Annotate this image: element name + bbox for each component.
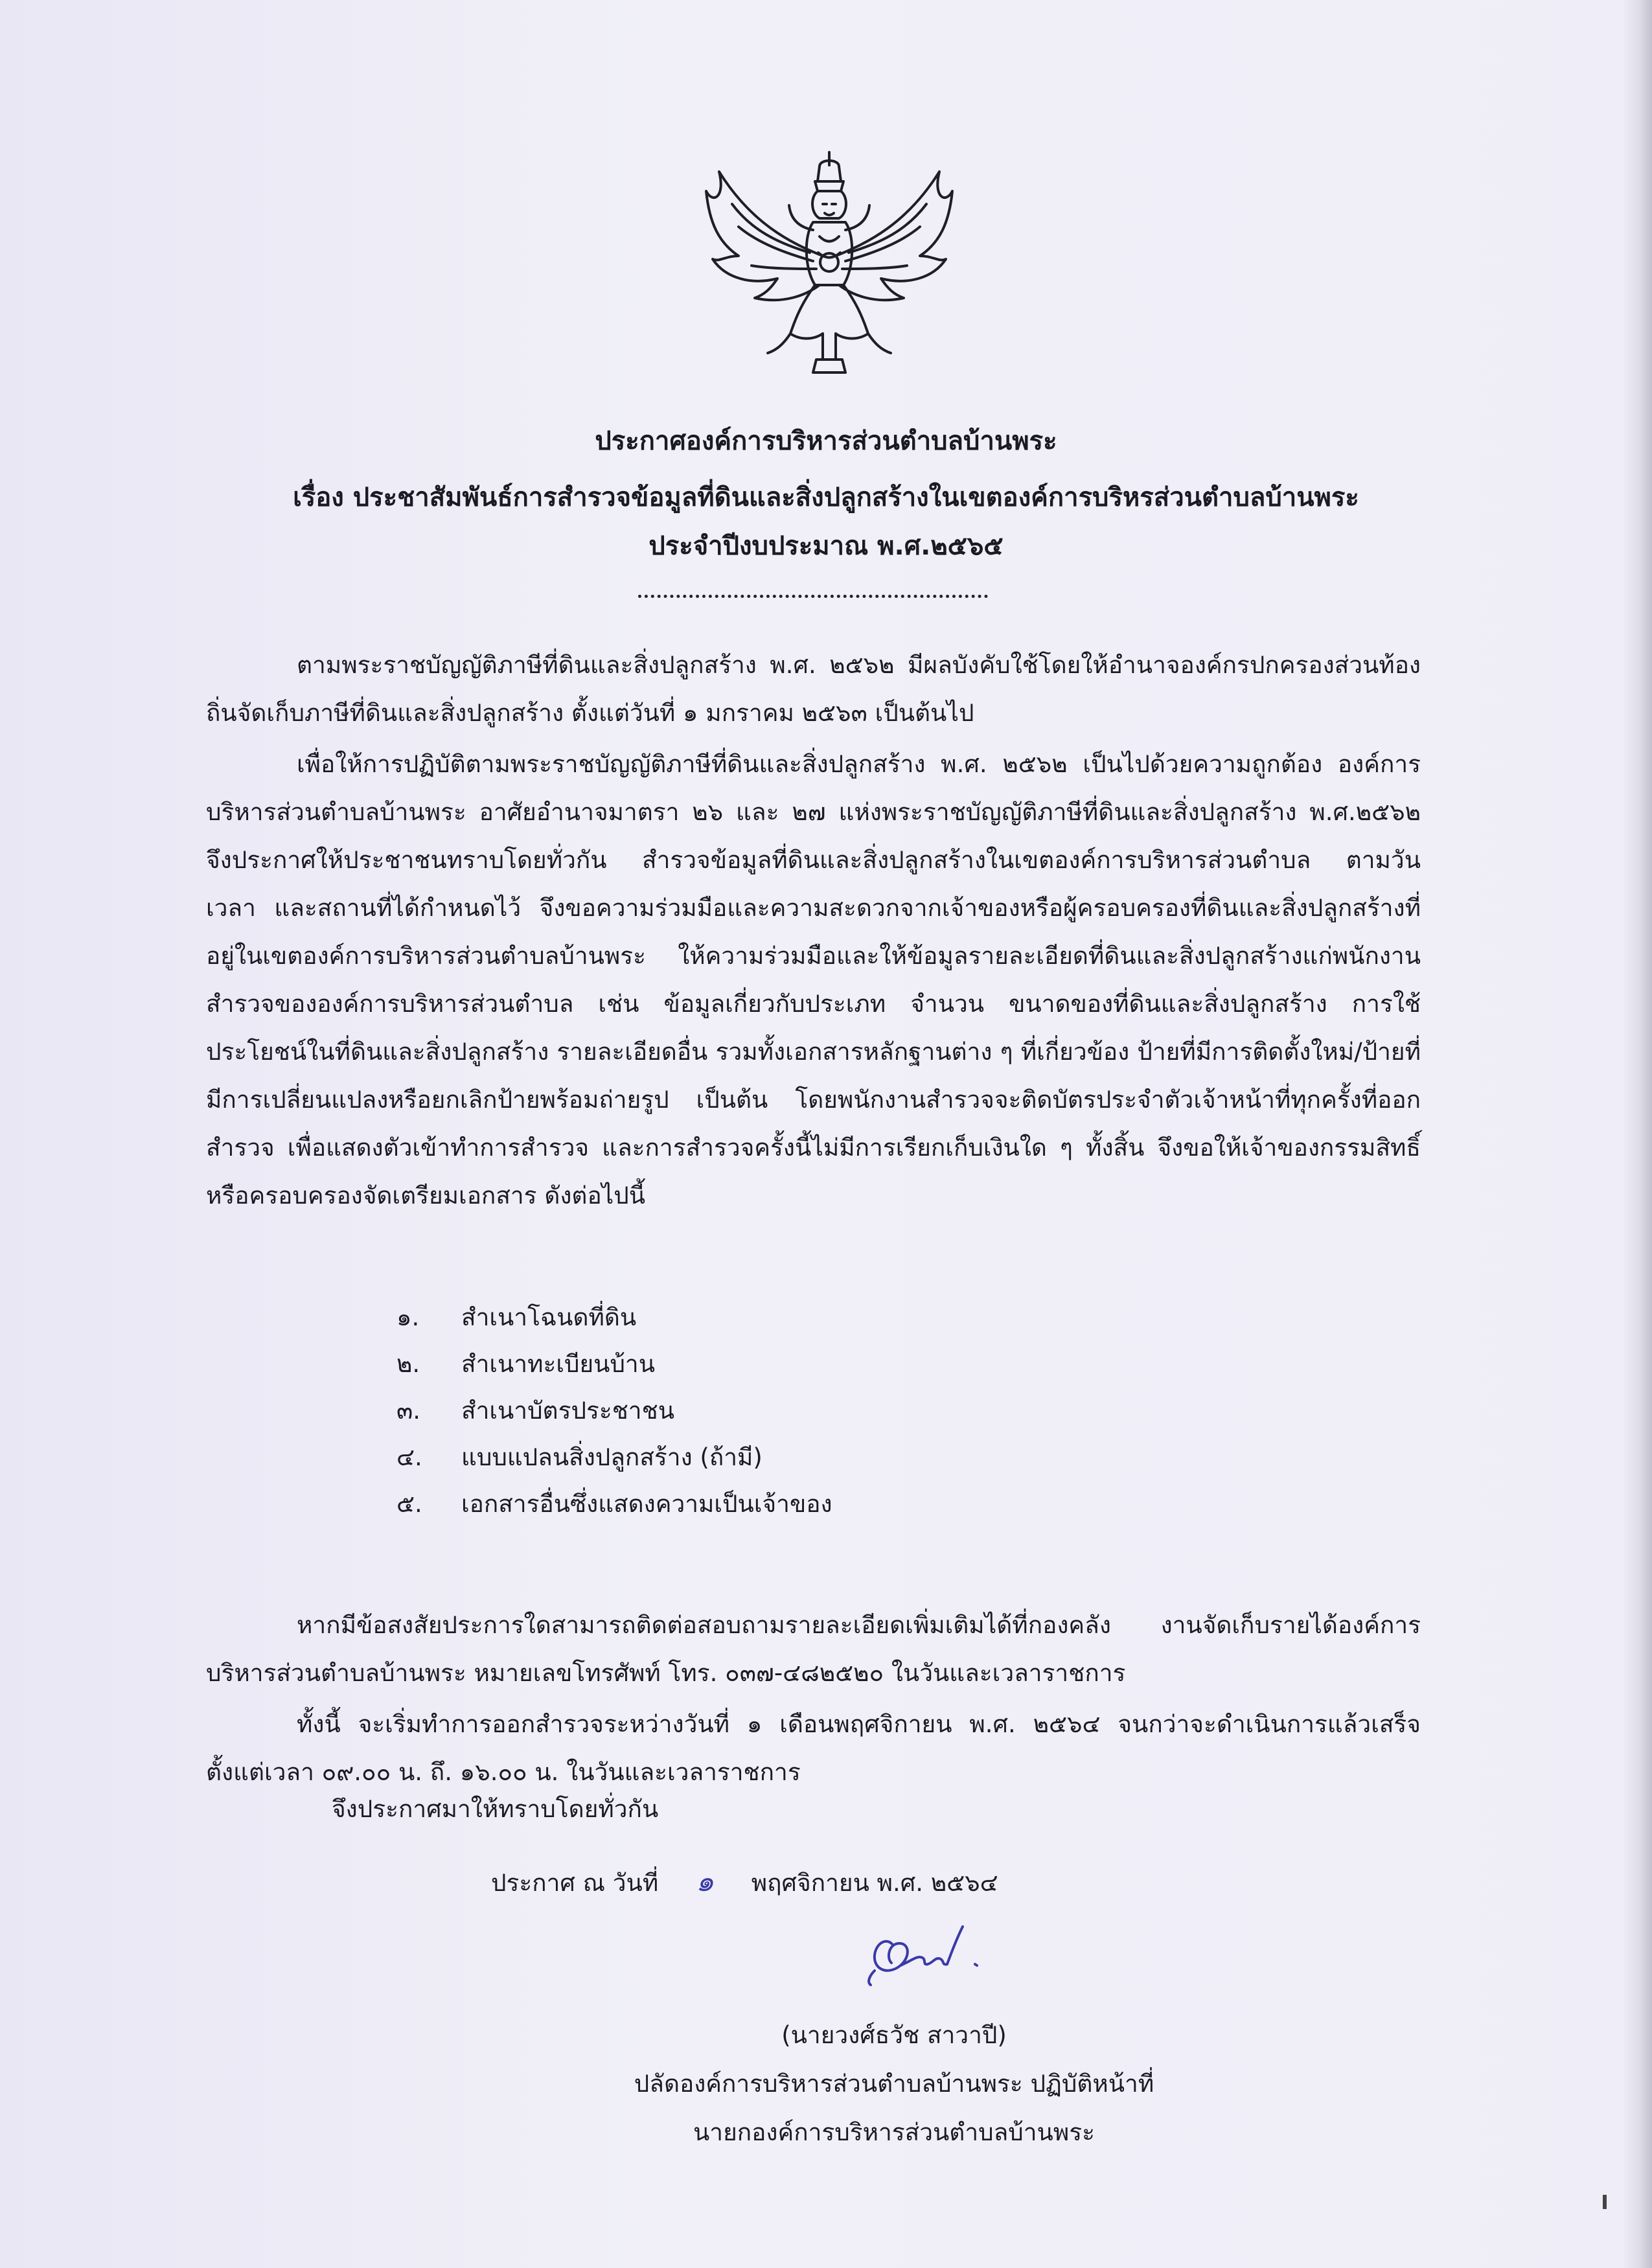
paragraph-3-text: หากมีข้อสงสัยประการใดสามารถติดต่อสอบถามรายละเอียดเพิ่มเติมได้ที่กองคลัง งานจัดเก็บรายได้องค์การบริหารส่วนตำบลบ้านพระ หมายเลขโทรศัพท์ โทร. ๐๓๗-๔๘๒๕๒๐ ในวันและเวลาราชการ (206, 1611, 1421, 1687)
list-item-number: ๑. (396, 1303, 420, 1331)
handwritten-day: ๑ (696, 1865, 714, 1898)
paragraph-1 (206, 641, 1421, 737)
list-item (396, 1434, 1174, 1481)
signatory-position-1: ปลัดองค์การบริหารส่วนตำบลบ้านพระ ปฏิบัติหน้าที่ (634, 2070, 1154, 2098)
scan-edge-shadow (1622, 0, 1652, 2268)
closing-statement: จึงประกาศมาให้ทราบโดยทั่วกัน (332, 1795, 659, 1823)
paragraph-4-text: ทั้งนี้ จะเริ่มทำการออกสำรวจระหว่างวันที่ ๑ เดือนพฤศจิกายน พ.ศ. ๒๕๖๔ จนกว่าจะดำเนินการแล้วเสร็จ ตั้งแต่เวลา ๐๙.๐๐ น. ถึ. ๑๖.๐๐ น. ในวันและเวลาราชการ (206, 1710, 1421, 1786)
list-item-text: สำเนาทะเบียนบ้าน (461, 1350, 655, 1378)
list-item-text: สำเนาบัตรประชาชน (461, 1397, 674, 1425)
paragraph-4 (206, 1701, 1421, 1796)
list-item (396, 1341, 1174, 1388)
date-prefix: ประกาศ ณ วันที่ (491, 1869, 659, 1897)
paragraph-2-text: เพื่อให้การปฏิบัติตามพระราชบัญญัติภาษีที่ดินและสิ่งปลูกสร้าง พ.ศ. ๒๕๖๒ เป็นไปด้วยความถูกต้อง องค์การบริหารส่วนตำบลบ้านพระ อาศัยอำนาจมาตรา ๒๖ และ ๒๗ แห่งพระราชบัญญัติภาษีที่ดินและสิ่งปลูกสร้าง พ.ศ.๒๕๖๒ จึงประกาศให้ประชาชนทราบโดยทั่วกัน สำรวจข้อมูลที่ดินและสิ่งปลูกสร้างในเขตองค์การบริหารส่วนตำบล ตามวัน เวลา และสถานที่ได้กำหนดไว้ จึงขอความร่วมมือและความสะดวกจากเจ้าของหรือผู้ครอบครองที่ดินและสิ่งปลูกสร้างที่อยู่ในเขตองค์การบริหารส่วนตำบลบ้านพระ ให้ความร่วมมือและให้ข้อมูลรายละเอียดที่ดินและสิ่งปลูกสร้างแก่พนักงานสำรวจขององค์การบริหารส่วนตำบล เช่น ข้อมูลเกี่ยวกับประเภท จำนวน ขนาดของที่ดินและสิ่งปลูกสร้าง การใช้ประโยชน์ในที่ดินและสิ่งปลูกสร้าง รายละเอียดอื่น รวมทั้งเอกสารหลักฐานต่าง ๆ ที่เกี่ยวข้อง ป้ายที่มีการติดตั้งใหม่/ป้ายที่มีการเปลี่ยนแปลงหรือยกเลิกป้ายพร้อมถ่ายรูป เป็นต้น โดยพนักงานสำรวจจะติดบัตรประจำตัวเจ้าหน้าที่ทุกครั้งที่ออกสำรวจ เพื่อแสดงตัวเข้าทำการสำรวจ และการสำรวจครั้งนี้ไม่มีการเรียกเก็บเงินใด ๆ ทั้งสิ้น จึงขอให้เจ้าของกรรมสิทธิ์หรือครอบครองจัดเตรียมเอกสาร ดังต่อไปนี้ (206, 750, 1421, 1209)
list-item (396, 1294, 1174, 1341)
paragraph-2 (206, 740, 1421, 1220)
announcement-date (491, 1858, 998, 1907)
list-item (396, 1388, 1174, 1434)
handwritten-signature (855, 1918, 998, 1989)
dotted-divider (638, 595, 988, 598)
scan-mark (1603, 2195, 1607, 2209)
garuda-emblem-icon (693, 146, 965, 385)
list-item-text: เอกสารอื่นซึ่งแสดงความเป็นเจ้าของ (461, 1490, 832, 1518)
fiscal-year: ประจำปีงบประมาณ พ.ศ.๒๕๖๕ (648, 531, 1004, 561)
announcement-title: ประกาศองค์การบริหารส่วนตำบลบ้านพระ (595, 426, 1057, 456)
list-item-number: ๒. (396, 1350, 420, 1378)
paragraph-1-text: ตามพระราชบัญญัติภาษีที่ดินและสิ่งปลูกสร้าง พ.ศ. ๒๕๖๒ มีผลบังคับใช้โดยให้อำนาจองค์กรปกครองส่วนท้องถิ่นจัดเก็บภาษีที่ดินและสิ่งปลูกสร้าง ตั้งแต่วันที่ ๑ มกราคม ๒๕๖๓ เป็นต้นไป (206, 651, 1421, 727)
signatory-position-2: นายกองค์การบริหารส่วนตำบลบ้านพระ (693, 2118, 1095, 2146)
signatory-name: (นายวงศ์ธวัช สาวาปี) (781, 2021, 1007, 2049)
announcement-subject: เรื่อง ประชาสัมพันธ์การสำรวจข้อมูลที่ดินและสิ่งปลูกสร้างในเขตองค์การบริหรส่วนตำบลบ้านพระ (293, 483, 1359, 512)
list-item-number: ๕. (396, 1490, 422, 1518)
date-suffix: พฤศจิกายน พ.ศ. ๒๕๖๔ (751, 1869, 998, 1897)
list-item-number: ๔. (396, 1443, 422, 1471)
paragraph-3 (206, 1601, 1421, 1697)
list-item-text: แบบแปลนสิ่งปลูกสร้าง (ถ้ามี) (461, 1443, 763, 1471)
list-item-text: สำเนาโฉนดที่ดิน (461, 1303, 637, 1331)
list-item-number: ๓. (396, 1397, 421, 1425)
list-item (396, 1481, 1174, 1528)
required-documents-list (396, 1294, 1174, 1528)
